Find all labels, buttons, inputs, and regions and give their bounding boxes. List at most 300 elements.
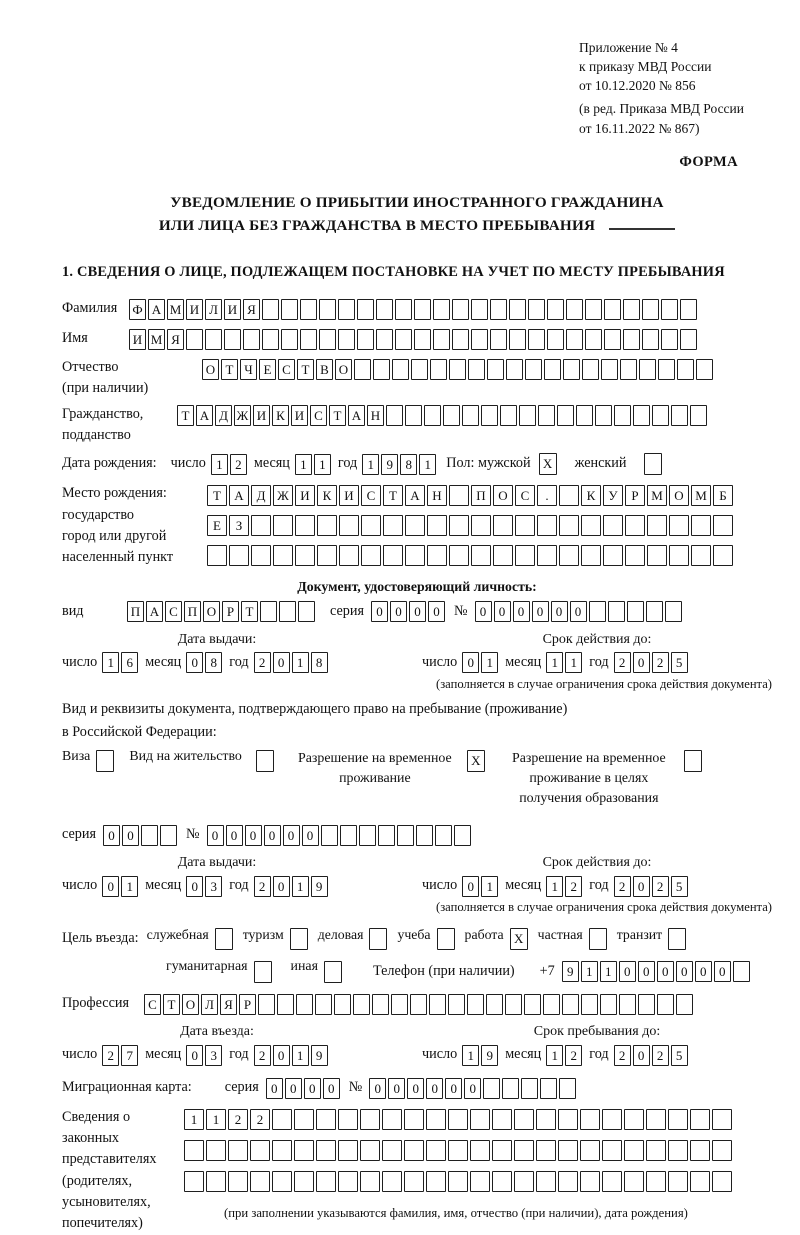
char-box[interactable]: Т: [207, 485, 227, 506]
entry-day-boxes[interactable]: [102, 1043, 140, 1066]
representatives-row1-boxes[interactable]: [184, 1107, 734, 1130]
char-box[interactable]: [452, 329, 469, 350]
profession-boxes[interactable]: [144, 992, 695, 1015]
char-box[interactable]: X: [467, 750, 485, 772]
char-box[interactable]: [317, 545, 337, 566]
char-box[interactable]: 0: [226, 825, 243, 846]
char-box[interactable]: Ж: [234, 405, 251, 426]
char-box[interactable]: 0: [266, 1078, 283, 1099]
char-box[interactable]: 0: [186, 652, 203, 673]
char-box[interactable]: [160, 825, 177, 846]
char-box[interactable]: [509, 329, 526, 350]
char-box[interactable]: [414, 299, 431, 320]
char-box[interactable]: [562, 994, 579, 1015]
char-box[interactable]: 1: [295, 454, 312, 475]
char-box[interactable]: [602, 1140, 622, 1161]
residence-permit-checkbox[interactable]: [256, 749, 276, 772]
char-box[interactable]: 2: [614, 876, 631, 897]
char-box[interactable]: [361, 515, 381, 536]
char-box[interactable]: [669, 515, 689, 536]
char-box[interactable]: [624, 1109, 644, 1130]
char-box[interactable]: 0: [407, 1078, 424, 1099]
sex-female-checkbox[interactable]: [644, 452, 664, 475]
char-box[interactable]: 2: [565, 1045, 582, 1066]
char-box[interactable]: [528, 329, 545, 350]
char-box[interactable]: 1: [481, 876, 498, 897]
char-box[interactable]: [647, 545, 667, 566]
char-box[interactable]: [251, 515, 271, 536]
char-box[interactable]: Ф: [129, 299, 146, 320]
char-box[interactable]: 0: [633, 1045, 650, 1066]
char-box[interactable]: 2: [228, 1109, 248, 1130]
char-box[interactable]: [296, 994, 313, 1015]
char-box[interactable]: [443, 405, 460, 426]
char-box[interactable]: 0: [186, 876, 203, 897]
char-box[interactable]: [519, 405, 536, 426]
char-box[interactable]: 1: [481, 652, 498, 673]
char-box[interactable]: [277, 994, 294, 1015]
char-box[interactable]: 9: [381, 454, 398, 475]
purpose-private-checkbox[interactable]: [589, 927, 609, 950]
char-box[interactable]: [430, 359, 447, 380]
char-box[interactable]: [340, 825, 357, 846]
char-box[interactable]: 1: [581, 961, 598, 982]
char-box[interactable]: 0: [676, 961, 693, 982]
char-box[interactable]: [486, 994, 503, 1015]
char-box[interactable]: 0: [570, 601, 587, 622]
birth-year-boxes[interactable]: [362, 452, 438, 475]
char-box[interactable]: 1: [565, 652, 582, 673]
char-box[interactable]: [411, 359, 428, 380]
char-box[interactable]: [580, 1109, 600, 1130]
char-box[interactable]: [319, 299, 336, 320]
char-box[interactable]: 9: [311, 876, 328, 897]
char-box[interactable]: [141, 825, 158, 846]
char-box[interactable]: 2: [652, 1045, 669, 1066]
char-box[interactable]: П: [184, 601, 201, 622]
char-box[interactable]: А: [146, 601, 163, 622]
char-box[interactable]: [410, 994, 427, 1015]
char-box[interactable]: [338, 299, 355, 320]
char-box[interactable]: 1: [211, 454, 228, 475]
char-box[interactable]: 0: [638, 961, 655, 982]
char-box[interactable]: 0: [426, 1078, 443, 1099]
char-box[interactable]: [580, 1171, 600, 1192]
char-box[interactable]: [581, 545, 601, 566]
char-box[interactable]: [646, 1109, 666, 1130]
char-box[interactable]: 0: [633, 652, 650, 673]
char-box[interactable]: 9: [311, 1045, 328, 1066]
char-box[interactable]: П: [471, 485, 491, 506]
char-box[interactable]: 0: [273, 1045, 290, 1066]
char-box[interactable]: [250, 1140, 270, 1161]
char-box[interactable]: 8: [205, 652, 222, 673]
char-box[interactable]: [316, 1140, 336, 1161]
char-box[interactable]: [642, 299, 659, 320]
char-box[interactable]: [254, 961, 272, 983]
representatives-row3-boxes[interactable]: [184, 1169, 734, 1192]
char-box[interactable]: 1: [546, 652, 563, 673]
char-box[interactable]: [690, 1140, 710, 1161]
char-box[interactable]: [395, 299, 412, 320]
char-box[interactable]: [96, 750, 114, 772]
char-box[interactable]: [646, 1171, 666, 1192]
char-box[interactable]: [528, 299, 545, 320]
char-box[interactable]: Д: [251, 485, 271, 506]
char-box[interactable]: 0: [657, 961, 674, 982]
char-box[interactable]: Н: [367, 405, 384, 426]
purpose-official-checkbox[interactable]: [215, 927, 235, 950]
char-box[interactable]: 0: [388, 1078, 405, 1099]
char-box[interactable]: М: [647, 485, 667, 506]
char-box[interactable]: [603, 545, 623, 566]
char-box[interactable]: 1: [546, 876, 563, 897]
char-box[interactable]: [624, 1171, 644, 1192]
char-box[interactable]: [359, 825, 376, 846]
char-box[interactable]: 2: [254, 876, 271, 897]
char-box[interactable]: [514, 1109, 534, 1130]
char-box[interactable]: [228, 1171, 248, 1192]
birthplace-row2-boxes[interactable]: [207, 513, 735, 536]
identity-expiry-day-boxes[interactable]: [462, 651, 500, 674]
char-box[interactable]: 9: [481, 1045, 498, 1066]
char-box[interactable]: [691, 545, 711, 566]
char-box[interactable]: [281, 299, 298, 320]
residence-number-boxes[interactable]: [207, 823, 473, 846]
char-box[interactable]: [273, 545, 293, 566]
char-box[interactable]: Я: [167, 329, 184, 350]
char-box[interactable]: 1: [462, 1045, 479, 1066]
identity-number-boxes[interactable]: [475, 600, 684, 623]
char-box[interactable]: 0: [475, 601, 492, 622]
char-box[interactable]: 8: [400, 454, 417, 475]
purpose-tourism-checkbox[interactable]: [290, 927, 310, 950]
identity-series-boxes[interactable]: [371, 600, 447, 623]
migration-number-boxes[interactable]: [369, 1076, 578, 1099]
char-box[interactable]: [427, 515, 447, 536]
char-box[interactable]: [250, 1171, 270, 1192]
char-box[interactable]: И: [186, 299, 203, 320]
char-box[interactable]: [300, 329, 317, 350]
char-box[interactable]: 0: [390, 601, 407, 622]
char-box[interactable]: [256, 750, 274, 772]
char-box[interactable]: [437, 928, 455, 950]
char-box[interactable]: 0: [369, 1078, 386, 1099]
char-box[interactable]: [515, 515, 535, 536]
char-box[interactable]: 3: [205, 876, 222, 897]
birth-day-boxes[interactable]: [211, 452, 249, 475]
char-box[interactable]: 0: [371, 601, 388, 622]
char-box[interactable]: 7: [121, 1045, 138, 1066]
char-box[interactable]: [604, 329, 621, 350]
char-box[interactable]: [405, 405, 422, 426]
char-box[interactable]: 3: [205, 1045, 222, 1066]
char-box[interactable]: И: [129, 329, 146, 350]
char-box[interactable]: [360, 1171, 380, 1192]
char-box[interactable]: [184, 1171, 204, 1192]
char-box[interactable]: [538, 405, 555, 426]
char-box[interactable]: [536, 1171, 556, 1192]
char-box[interactable]: [559, 485, 579, 506]
char-box[interactable]: 1: [292, 652, 309, 673]
char-box[interactable]: [427, 545, 447, 566]
char-box[interactable]: [490, 299, 507, 320]
char-box[interactable]: 2: [652, 652, 669, 673]
char-box[interactable]: [614, 405, 631, 426]
char-box[interactable]: 2: [614, 1045, 631, 1066]
char-box[interactable]: 0: [462, 652, 479, 673]
char-box[interactable]: [205, 329, 222, 350]
char-box[interactable]: С: [515, 485, 535, 506]
char-box[interactable]: [563, 359, 580, 380]
char-box[interactable]: [386, 405, 403, 426]
char-box[interactable]: 1: [206, 1109, 226, 1130]
char-box[interactable]: [228, 1140, 248, 1161]
char-box[interactable]: К: [581, 485, 601, 506]
char-box[interactable]: [449, 515, 469, 536]
char-box[interactable]: [576, 405, 593, 426]
char-box[interactable]: [382, 1171, 402, 1192]
char-box[interactable]: 1: [292, 876, 309, 897]
char-box[interactable]: [644, 453, 662, 475]
char-box[interactable]: [338, 329, 355, 350]
char-box[interactable]: Ж: [273, 485, 293, 506]
char-box[interactable]: [404, 1109, 424, 1130]
char-box[interactable]: 8: [311, 652, 328, 673]
char-box[interactable]: [680, 329, 697, 350]
sex-male-checkbox[interactable]: [539, 452, 559, 475]
char-box[interactable]: 0: [532, 601, 549, 622]
migration-series-boxes[interactable]: [266, 1076, 342, 1099]
char-box[interactable]: Р: [222, 601, 239, 622]
char-box[interactable]: 1: [102, 652, 119, 673]
char-box[interactable]: [391, 994, 408, 1015]
char-box[interactable]: [487, 359, 504, 380]
char-box[interactable]: В: [316, 359, 333, 380]
purpose-work-checkbox[interactable]: [510, 927, 530, 950]
char-box[interactable]: Д: [215, 405, 232, 426]
char-box[interactable]: 0: [464, 1078, 481, 1099]
char-box[interactable]: [360, 1140, 380, 1161]
char-box[interactable]: 0: [103, 825, 120, 846]
char-box[interactable]: З: [229, 515, 249, 536]
char-box[interactable]: А: [348, 405, 365, 426]
char-box[interactable]: 0: [323, 1078, 340, 1099]
char-box[interactable]: 1: [314, 454, 331, 475]
char-box[interactable]: 1: [600, 961, 617, 982]
stay-month-boxes[interactable]: [546, 1043, 584, 1066]
char-box[interactable]: 0: [304, 1078, 321, 1099]
char-box[interactable]: [585, 299, 602, 320]
char-box[interactable]: [354, 359, 371, 380]
char-box[interactable]: 1: [184, 1109, 204, 1130]
char-box[interactable]: [492, 1109, 512, 1130]
purpose-other-checkbox[interactable]: [324, 959, 344, 982]
char-box[interactable]: 0: [513, 601, 530, 622]
identity-kind-boxes[interactable]: [127, 600, 317, 623]
char-box[interactable]: [525, 359, 542, 380]
char-box[interactable]: [338, 1140, 358, 1161]
char-box[interactable]: [383, 515, 403, 536]
char-box[interactable]: [405, 515, 425, 536]
char-box[interactable]: [633, 405, 650, 426]
char-box[interactable]: [602, 1171, 622, 1192]
char-box[interactable]: [540, 1078, 557, 1099]
char-box[interactable]: [184, 1140, 204, 1161]
char-box[interactable]: [625, 545, 645, 566]
char-box[interactable]: [382, 1140, 402, 1161]
char-box[interactable]: Р: [239, 994, 256, 1015]
char-box[interactable]: [243, 329, 260, 350]
char-box[interactable]: Е: [259, 359, 276, 380]
char-box[interactable]: [558, 1140, 578, 1161]
char-box[interactable]: [471, 515, 491, 536]
char-box[interactable]: [467, 994, 484, 1015]
char-box[interactable]: 0: [285, 1078, 302, 1099]
char-box[interactable]: И: [295, 485, 315, 506]
char-box[interactable]: [424, 405, 441, 426]
char-box[interactable]: [544, 359, 561, 380]
char-box[interactable]: [405, 545, 425, 566]
char-box[interactable]: [448, 1140, 468, 1161]
char-box[interactable]: [404, 1140, 424, 1161]
char-box[interactable]: [435, 825, 452, 846]
char-box[interactable]: 0: [302, 825, 319, 846]
char-box[interactable]: 1: [546, 1045, 563, 1066]
char-box[interactable]: [536, 1140, 556, 1161]
phone-boxes[interactable]: [562, 960, 752, 983]
char-box[interactable]: [251, 545, 271, 566]
char-box[interactable]: [395, 329, 412, 350]
char-box[interactable]: 5: [671, 652, 688, 673]
char-box[interactable]: 0: [245, 825, 262, 846]
char-box[interactable]: [317, 515, 337, 536]
char-box[interactable]: О: [202, 359, 219, 380]
char-box[interactable]: [416, 825, 433, 846]
char-box[interactable]: [319, 329, 336, 350]
char-box[interactable]: [294, 1171, 314, 1192]
char-box[interactable]: А: [405, 485, 425, 506]
char-box[interactable]: [543, 994, 560, 1015]
char-box[interactable]: [290, 928, 308, 950]
char-box[interactable]: [404, 1171, 424, 1192]
char-box[interactable]: [272, 1140, 292, 1161]
residence-expiry-month-boxes[interactable]: [546, 874, 584, 897]
char-box[interactable]: 2: [250, 1109, 270, 1130]
char-box[interactable]: [619, 994, 636, 1015]
char-box[interactable]: [604, 299, 621, 320]
identity-issue-day-boxes[interactable]: [102, 651, 140, 674]
char-box[interactable]: [357, 299, 374, 320]
char-box[interactable]: И: [339, 485, 359, 506]
char-box[interactable]: [295, 545, 315, 566]
char-box[interactable]: [537, 545, 557, 566]
char-box[interactable]: [426, 1140, 446, 1161]
char-box[interactable]: И: [224, 299, 241, 320]
surname-boxes[interactable]: [129, 297, 699, 320]
citizenship-boxes[interactable]: [177, 404, 709, 427]
char-box[interactable]: [449, 359, 466, 380]
char-box[interactable]: Т: [177, 405, 194, 426]
char-box[interactable]: [536, 1109, 556, 1130]
char-box[interactable]: [339, 545, 359, 566]
char-box[interactable]: О: [203, 601, 220, 622]
entry-month-boxes[interactable]: [186, 1043, 224, 1066]
char-box[interactable]: [448, 1171, 468, 1192]
char-box[interactable]: 6: [121, 652, 138, 673]
char-box[interactable]: [559, 515, 579, 536]
char-box[interactable]: [224, 329, 241, 350]
char-box[interactable]: [262, 299, 279, 320]
char-box[interactable]: [452, 299, 469, 320]
char-box[interactable]: [514, 1140, 534, 1161]
char-box[interactable]: М: [167, 299, 184, 320]
char-box[interactable]: .: [537, 485, 557, 506]
char-box[interactable]: [712, 1171, 732, 1192]
char-box[interactable]: [273, 515, 293, 536]
char-box[interactable]: [661, 329, 678, 350]
char-box[interactable]: [207, 545, 227, 566]
char-box[interactable]: [316, 1109, 336, 1130]
char-box[interactable]: [360, 1109, 380, 1130]
char-box[interactable]: [294, 1109, 314, 1130]
char-box[interactable]: 1: [362, 454, 379, 475]
char-box[interactable]: Т: [297, 359, 314, 380]
char-box[interactable]: [426, 1109, 446, 1130]
char-box[interactable]: 2: [254, 652, 271, 673]
char-box[interactable]: [397, 825, 414, 846]
char-box[interactable]: [490, 329, 507, 350]
char-box[interactable]: [483, 1078, 500, 1099]
char-box[interactable]: [581, 994, 598, 1015]
char-box[interactable]: О: [669, 485, 689, 506]
char-box[interactable]: [514, 1171, 534, 1192]
char-box[interactable]: [581, 515, 601, 536]
char-box[interactable]: [646, 601, 663, 622]
char-box[interactable]: [448, 994, 465, 1015]
char-box[interactable]: [471, 545, 491, 566]
char-box[interactable]: [639, 359, 656, 380]
char-box[interactable]: [392, 359, 409, 380]
identity-issue-month-boxes[interactable]: [186, 651, 224, 674]
char-box[interactable]: [603, 515, 623, 536]
char-box[interactable]: С: [278, 359, 295, 380]
char-box[interactable]: [492, 1140, 512, 1161]
char-box[interactable]: Р: [625, 485, 645, 506]
char-box[interactable]: [339, 515, 359, 536]
char-box[interactable]: С: [165, 601, 182, 622]
char-box[interactable]: [669, 545, 689, 566]
char-box[interactable]: 0: [122, 825, 139, 846]
char-box[interactable]: [559, 545, 579, 566]
purpose-business-checkbox[interactable]: [369, 927, 389, 950]
char-box[interactable]: [580, 1140, 600, 1161]
char-box[interactable]: [537, 515, 557, 536]
char-box[interactable]: Т: [163, 994, 180, 1015]
char-box[interactable]: [558, 1109, 578, 1130]
char-box[interactable]: [300, 299, 317, 320]
char-box[interactable]: [602, 1109, 622, 1130]
char-box[interactable]: [462, 405, 479, 426]
char-box[interactable]: [376, 329, 393, 350]
char-box[interactable]: [448, 1109, 468, 1130]
char-box[interactable]: [521, 1078, 538, 1099]
char-box[interactable]: [500, 405, 517, 426]
char-box[interactable]: К: [272, 405, 289, 426]
char-box[interactable]: [690, 1171, 710, 1192]
char-box[interactable]: [646, 1140, 666, 1161]
char-box[interactable]: Т: [329, 405, 346, 426]
